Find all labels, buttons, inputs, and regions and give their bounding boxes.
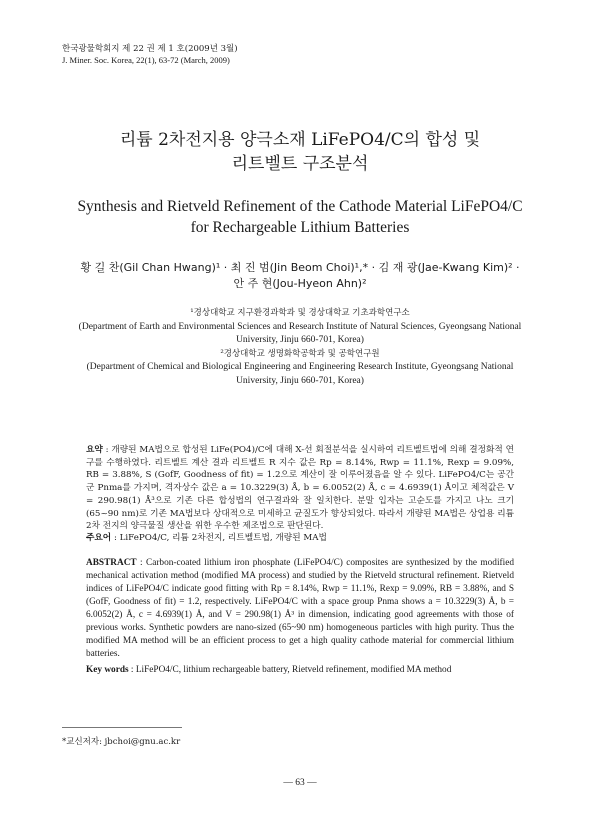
affiliation-2-en-line1: (Department of Chemical and Biological Engineering and Engineering Research Institute, Gyeongsang National <box>86 362 514 372</box>
korean-summary <box>86 444 514 533</box>
title-korean <box>0 128 600 176</box>
english-keywords <box>86 664 514 677</box>
english-keywords-text: : LiFePO4/C, lithium rechargeable battery, Rietveld refinement, modified MA method <box>128 665 452 675</box>
korean-keywords-label: 주요어 <box>86 533 112 543</box>
authors-line1: 황 길 찬(Gil Chan Hwang)¹ · 최 진 범(Jin Beom Choi)¹,* · 김 재 광(Jae-Kwang Kim)² · <box>80 261 520 274</box>
affiliations <box>60 307 540 388</box>
journal-header <box>62 44 238 66</box>
affiliation-1-ko: ¹경상대학교 지구환경과학과 및 경상대학교 기초과학연구소 <box>190 308 410 318</box>
affiliation-1-en-line2: University, Jinju 660-701, Korea) <box>236 335 364 345</box>
authors-line2: 안 주 현(Jou-Hyeon Ahn)² <box>233 277 367 290</box>
affiliation-1-en-line1: (Department of Earth and Environmental Sciences and Research Institute of Natural Sciences, Gyeongsang National <box>78 321 522 332</box>
corresponding-author-footnote: *교신저자: jbchoi@gnu.ac.kr <box>62 737 181 747</box>
english-abstract <box>86 557 514 661</box>
title-english-line1: Synthesis and Rietveld Refinement of the Cathode Material LiFePO4/C <box>77 198 523 215</box>
korean-keywords-text: : LiFePO4/C, 리튬 2차전지, 리트벨트법, 개량된 MA법 <box>111 533 327 543</box>
author-list <box>0 260 600 292</box>
english-keywords-label: Key words <box>86 665 129 675</box>
footnote-rule <box>62 727 182 728</box>
title-english <box>0 196 600 238</box>
abstract-label: ABSTRACT <box>86 558 137 568</box>
title-korean-line2: 리트벨트 구조분석 <box>231 154 369 174</box>
abstract-text: : Carbon-coated lithium iron phosphate (LiFePO4/C) composites are synthesized by the modified mechanical activation method (modified MA process) and studied by the Rietveld structural refinement. Rietveld indices of LiFePO4/C indicate good fitting with Rp = 8.14%, Rwp = 11.1%, Rexp = 9.09%, RB = 3.88%, and S (GofF, Goodness of fit) = 1.2, respectively. LiFePO4/C with a space group Pnma shows a = 10.3229(3) Å, b = 6.0052(2) Å, c = 4.6939(1) Å, and V = 290.98(1) Å³ in dimension, indicating good agreements with those of previous works. Synthetic powders are nano-sized (65~90 nm) homogeneous particles with high purity. Thus the modified MA method will be an efficient process to get a high quality cathode material for commercial lithium batteries. <box>86 558 514 659</box>
korean-summary-text: : 개량된 MA법으로 합성된 LiFe(PO4)/C에 대해 X-선 회절분석을 실시하여 리트벨트법에 의해 결정화적 연구를 수행하였다. 리트벨트 계산 결과 리트벨트 R 지수 값은 Rp = 8.14%, Rwp = 11.1%, Rexp = 9.09%, RB = 3.88%, S (GofF, Goodness of fit) = 1.2으로 계산이 잘 이루어졌음을 알 수 있다. LiFePO4/C는 공간군 Pnma를 가지며, 격자상수 값은 a = 10.3229(3) Å, b = 6.0052(2) Å, c = 4.6939(1) Å이고 체적값은 V = 290.98(1) Å³으로 기존 다른 합성법의 연구결과와 잘 일치한다. 분말 입자는 고순도를 가지고 나노 크기(65~90 nm)로 기존 MA법보다 상대적으로 미세하고 균질도가 향상되었다. 따라서 개량된 MA법은 상업용 리튬 2차 전지의 양극물질 생산을 위한 우수한 제조법으로 판단된다. <box>86 445 514 532</box>
page-number: — 63 — <box>283 778 317 788</box>
affiliation-2-ko: ²경상대학교 생명화학공학과 및 공학연구원 <box>220 348 380 359</box>
journal-header-en: J. Miner. Soc. Korea, 22(1), 63-72 (March, 2009) <box>62 55 230 65</box>
journal-header-ko: 한국광물학회지 제 22 권 제 1 호(2009년 3월) <box>62 44 238 54</box>
affiliation-2-en-line2: University, Jinju 660-701, Korea) <box>236 375 364 386</box>
korean-summary-label: 요약 <box>86 445 103 455</box>
title-korean-line1: 리튬 2차전지용 양극소재 LiFePO4/C의 합성 및 <box>119 130 481 150</box>
korean-keywords <box>86 532 514 545</box>
title-english-line2: for Rechargeable Lithium Batteries <box>190 219 410 236</box>
